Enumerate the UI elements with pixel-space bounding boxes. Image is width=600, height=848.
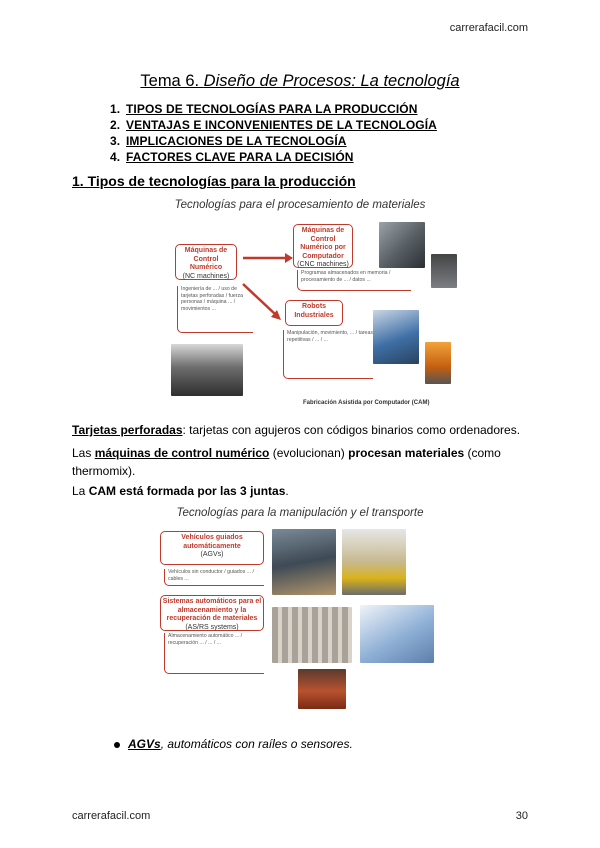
cam-label-text: Fabricación Asistida por Computador (CAM) [303,400,430,406]
p2-b: (evolucionan) [269,446,349,460]
agv-vehicle-photo [342,529,406,595]
toc-item-2[interactable] [110,118,437,132]
robots-box [285,300,343,326]
p3-b: CAM está formada por las 3 juntas [88,484,286,498]
cam-label [303,400,429,406]
paragraph-maquinas [72,444,532,480]
section-heading: 1. Tipos de tecnologías para la producción [72,173,356,189]
figure1 [163,214,473,410]
figure1-caption: Tecnologías para el procesamiento de materiales [174,199,426,211]
toc-label: VENTAJAS E INCONVENIENTES DE LA TECNOLOGÍA [126,118,437,132]
toc-num: 1. [110,102,121,116]
p2-c: procesan materiales [348,446,465,460]
nc-note: Ingeniería de ... / uso de tarjetas perforadas / fuerza personas / máquina ... / movimientos ... [177,286,253,333]
nc-box-sub: (NC machines) [182,272,230,280]
agv-box-title: Vehículos guiados automáticamente [181,534,243,550]
p1-rest: : tarjetas con agujeros con códigos binarios como ordenadores. [182,423,521,437]
term-maquinas: máquinas de control numérico [94,446,270,460]
p2-d: (como thermomix). [72,446,501,478]
agv-factory-photo [272,529,336,595]
nc-machine-photo [171,344,243,396]
title-italic: Diseño de Procesos: La tecnología [203,72,460,90]
asrs-box [160,595,264,631]
robots-box-title: Robots Industriales [294,303,334,319]
cnc-machine-photo [379,222,425,268]
toc-num: 4. [110,150,121,164]
toc-num: 3. [110,134,121,148]
toc-label: FACTORES CLAVE PARA LA DECISIÓN [126,150,354,164]
bullet-agvs [128,737,353,751]
cnc-machines-box [293,224,353,268]
p2-a: Las [72,446,95,460]
cnc-controller-photo [431,254,457,288]
footer-page-number: 30 [515,810,528,822]
term-agvs: AGVs [128,737,161,751]
toc-label: IMPLICACIONES DE LA TECNOLOGÍA [126,134,347,148]
page-title [0,72,600,91]
p3-a: La [72,484,89,498]
asrs-diagram-photo [360,605,434,663]
cnc-box-title: Máquinas de Control Numérico por Computador [300,227,346,260]
asrs-storage-photo [298,669,346,709]
toc-label: TIPOS DE TECNOLOGÍAS PARA LA PRODUCCIÓN [126,102,418,116]
cnc-box-sub: (CNC machines) [297,261,349,268]
figure2 [158,525,458,715]
asrs-note: Almacenamiento automático ... / recuperación ... / ... / ... [164,633,264,674]
agv-box [160,531,264,565]
bullet-dot-icon [114,742,120,748]
header-site: carrerafacil.com [449,22,528,34]
paragraph-cam [72,482,532,500]
asrs-warehouse-photo [272,607,352,663]
bullet-rest: , automáticos con raíles o sensores. [160,737,353,751]
title-prefix: Tema 6. [140,72,204,90]
toc-item-3[interactable] [110,134,347,148]
toc-item-4[interactable] [110,150,354,164]
figure2-caption: Tecnologías para la manipulación y el transporte [176,507,424,519]
footer-site: carrerafacil.com [72,810,151,822]
agv-box-sub: (AGVs) [200,551,224,558]
robots-note: Manipulación, movimiento, ... / tareas repetitivas / ... / ... [283,330,373,379]
term-tarjetas: Tarjetas perforadas [72,423,183,437]
p3-c: . [285,484,289,498]
toc-num: 2. [110,118,121,132]
industrial-robot-photo [425,342,451,384]
robot-arm-photo [373,310,419,364]
agv-note: Vehículos sin conductor / guiados ... / cables ... [164,569,264,586]
cnc-note: Programas almacenados en memoria / procesamiento de ... / datos ... [297,270,411,291]
asrs-box-title: Sistemas automáticos para el almacenamiento y la recuperación de materiales [162,598,262,622]
nc-box-title: Máquinas de Control Numérico [184,247,228,271]
toc-item-1[interactable] [110,102,417,116]
asrs-box-sub: (AS/RS systems) [185,623,239,631]
paragraph-tarjetas [72,421,532,439]
